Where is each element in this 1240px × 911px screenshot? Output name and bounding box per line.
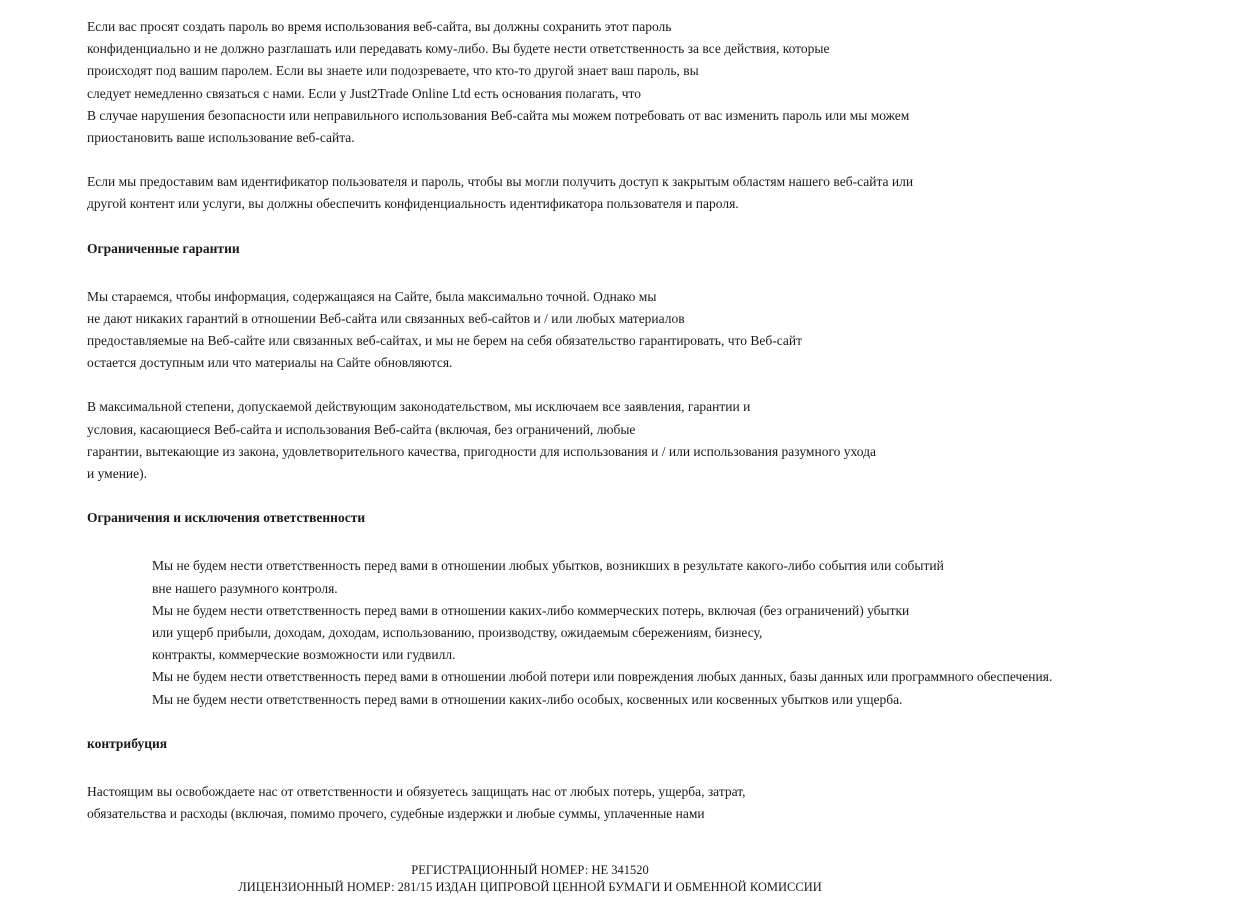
text-line: Мы стараемся, чтобы информация, содержащаяся на Сайте, была максимально точной. Однако мы [87,288,657,304]
text-line: остается доступным или что материалы на Сайте обновляются. [87,355,453,371]
password-paragraph [87,16,1207,149]
text-line: Настоящим вы освобождаете нас от ответственности и обязуетесь защищать нас от любых потерь, ущерба, затрат, [87,783,746,799]
liability-heading: Ограничения и исключения ответственности [87,510,366,526]
text-line: В максимальной степени, допускаемой действующим законодательством, мы исключаем все заявления, гарантии и [87,399,751,415]
liability-list [87,555,1207,710]
text-line: происходят под вашим паролем. Если вы знаете или подозреваете, что кто-то другой знает ваш пароль, вы [87,63,699,79]
text-line: не дают никаких гарантий в отношении Веб-сайта или связанных веб-сайтов и / или любых материалов [87,310,685,326]
text-line: условия, касающиеся Веб-сайта и использования Веб-сайта (включая, без ограничений, любые [87,421,636,437]
contribution-heading: контрибуция [87,735,168,751]
list-item: Мы не будем нести ответственность перед вами в отношении любых убытков, возникших в результате какого-либо события или событий [152,558,944,574]
text-line: гарантии, вытекающие из закона, удовлетворительного качества, пригодности для использования и / или использования разумного ухода [87,443,876,459]
document-body [87,16,1207,847]
list-item: вне нашего разумного контроля. [152,580,338,596]
warranties-heading: Ограниченные гарантии [87,240,240,256]
text-line: обязательства и расходы (включая, помимо прочего, судебные издержки и любые суммы, уплаченные нами [87,806,705,822]
page-footer [0,862,1060,895]
text-line: Если мы предоставим вам идентификатор пользователя и пароль, чтобы вы могли получить доступ к закрытым областям нашего веб-сайта или [87,174,914,190]
text-line: следует немедленно связаться с нами. Если у Just2Trade Online Ltd есть основания полагать, что [87,85,641,101]
registration-number: РЕГИСТРАЦИОННЫЙ НОМЕР: HE 341520 [411,863,649,877]
license-number: ЛИЦЕНЗИОННЫЙ НОМЕР: 281/15 ИЗДАН ЦИПРОВОЙ ЦЕННОЙ БУМАГИ И ОБМЕННОЙ КОМИССИИ [238,879,822,894]
exclusions-paragraph [87,396,1207,485]
text-line: другой контент или услуги, вы должны обеспечить конфиденциальность идентификатора пользователя и пароля. [87,196,739,212]
text-line: В случае нарушения безопасности или неправильного использования Веб-сайта мы можем потребовать от вас изменить пароль или мы можем [87,107,910,123]
list-item: контракты, коммерческие возможности или гудвилл. [152,647,456,663]
text-line: Если вас просят создать пароль во время использования веб-сайта, вы должны сохранить этот пароль [87,19,672,34]
user-id-paragraph [87,171,1207,215]
text-line: приостановить ваше использование веб-сайта. [87,129,355,145]
text-line: предоставляемые на Веб-сайте или связанных веб-сайтах, и мы не берем на себя обязательство гарантировать, что Веб-сайт [87,333,802,349]
text-line: и умение). [87,466,148,481]
list-item: или ущерб прибыли, доходам, доходам, использованию, производству, ожидаемым сбережениям, бизнесу, [152,624,763,640]
list-item: Мы не будем нести ответственность перед вами в отношении любой потери или повреждения любых данных, базы данных или программного обеспечения. [152,669,1053,685]
contribution-paragraph [87,781,1207,825]
text-line: конфиденциально и не должно разглашать или передавать кому-либо. Вы будете нести ответственность за все действия, которые [87,41,830,57]
list-item: Мы не будем нести ответственность перед вами в отношении каких-либо особых, косвенных или косвенных убытков или ущерба. [152,691,903,707]
list-item: Мы не будем нести ответственность перед вами в отношении каких-либо коммерческих потерь, включая (без ограничений) убытки [152,602,910,618]
warranties-paragraph [87,286,1207,375]
